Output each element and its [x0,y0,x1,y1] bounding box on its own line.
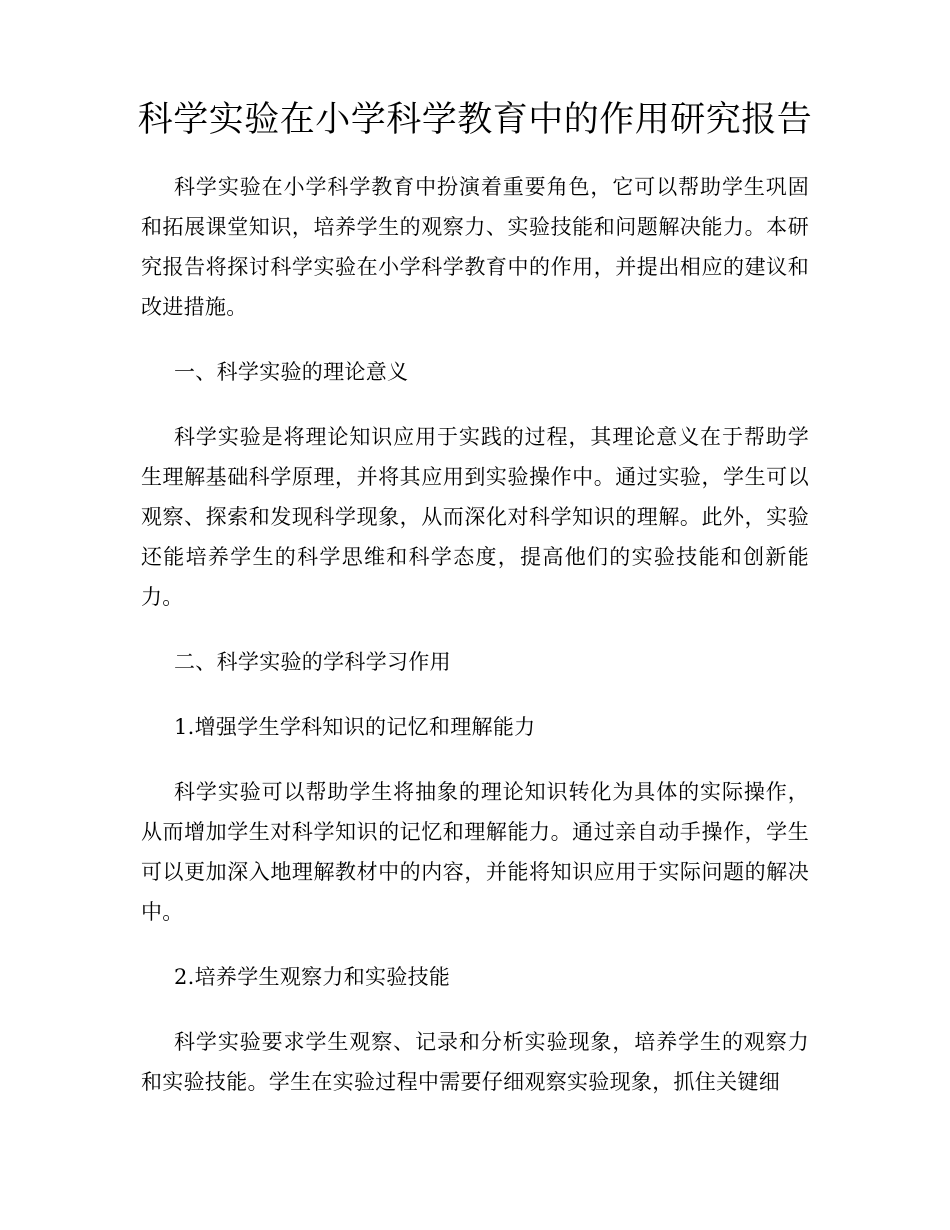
section2-sub2-heading: 2.培养学生观察力和实验技能 [174,965,451,989]
intro-paragraph: 科学实验在小学科学教育中扮演着重要角色，它可以帮助学生巩固和拓展课堂知识，培养学生的观察力、实验技能和问题解决能力。本研究报告将探讨科学实验在小学科学教育中的作用，并提出相应的建议和改进措施。 [141,175,809,319]
document-body [141,167,809,1127]
section1-heading: 一、科学实验的理论意义 [174,360,409,384]
section2-sub2-paragraph: 科学实验要求学生观察、记录和分析实验现象，培养学生的观察力和实验技能。学生在实验过程中需要仔细观察实验现象，抓住关键细 [141,1030,809,1094]
document-title: 科学实验在小学科学教育中的作用研究报告 [137,100,813,140]
section2-sub1-heading: 1.增强学生学科知识的记忆和理解能力 [174,715,536,739]
section2-sub1-paragraph: 科学实验可以帮助学生将抽象的理论知识转化为具体的实际操作，从而增加学生对科学知识的记忆和理解能力。通过亲自动手操作，学生可以更加深入地理解教材中的内容，并能将知识应用于实际问题的解决中。 [141,780,809,924]
section1-paragraph: 科学实验是将理论知识应用于实践的过程，其理论意义在于帮助学生理解基础科学原理，并将其应用到实验操作中。通过实验，学生可以观察、探索和发现科学现象，从而深化对科学知识的理解。此外，实验还能培养学生的科学思维和科学态度，提高他们的实验技能和创新能力。 [141,425,809,609]
section2-heading: 二、科学实验的学科学习作用 [174,650,451,674]
